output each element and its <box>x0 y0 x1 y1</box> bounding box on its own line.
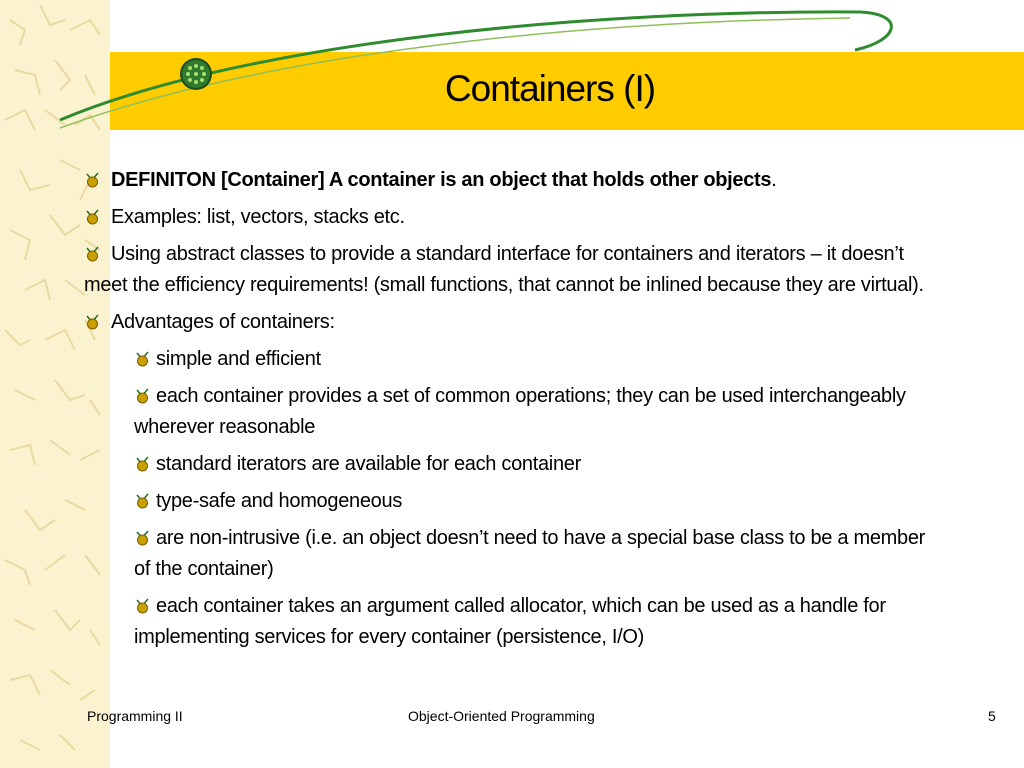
bee-bullet-icon <box>84 313 101 330</box>
sub-bullet-item <box>134 523 944 585</box>
footer-page-number: 5 <box>988 708 996 724</box>
slide-title: Containers (I) <box>444 68 656 109</box>
sub-bullet-text: simple and efficient <box>156 348 321 370</box>
bee-bullet-icon <box>134 492 151 509</box>
footer-course-name: Programming II <box>87 708 183 724</box>
bullet-text: Advantages of containers: <box>111 311 335 333</box>
sub-bullet-text: each container takes an argument called allocator, which can be used as a handle for implementing services for every container (persistence, I/O) <box>134 595 886 648</box>
bee-bullet-icon <box>134 455 151 472</box>
sub-bullet-text: are non-intrusive (i.e. an object doesn’t need to have a special base class to be a member of the container) <box>134 527 926 580</box>
bullet-item-definition <box>84 165 944 196</box>
sub-bullet-item <box>134 486 944 517</box>
bee-bullet-icon <box>84 245 101 262</box>
bee-bullet-icon <box>84 171 101 188</box>
sub-bullet-item <box>134 381 944 443</box>
bee-bullet-icon <box>134 597 151 614</box>
bee-bullet-icon <box>134 350 151 367</box>
sub-bullet-text: type-safe and homogeneous <box>156 490 403 512</box>
bee-bullet-icon <box>134 387 151 404</box>
sub-bullet-text: each container provides a set of common operations; they can be used interchangeably wherever reasonable <box>134 385 906 438</box>
definition-tail-text: . <box>771 169 777 191</box>
bullet-item-advantages <box>84 307 944 338</box>
footer-subject: Object-Oriented Programming <box>408 708 595 724</box>
definition-bold-text: DEFINITON [Container] A container is an object that holds other objects <box>111 169 772 191</box>
bullet-text: Using abstract classes to provide a standard interface for containers and iterators – it doesn’t meet the efficiency requirements! (small functions, that cannot be inlined because they are virtual). <box>84 243 924 296</box>
sub-bullet-item <box>134 344 944 375</box>
bee-bullet-icon <box>84 208 101 225</box>
sub-bullet-item <box>134 591 944 653</box>
sub-bullet-text: standard iterators are available for each container <box>156 453 581 475</box>
bullet-item-abstract-classes <box>84 239 944 301</box>
bullet-item-examples <box>84 202 944 233</box>
slide-content <box>84 165 944 659</box>
bee-bullet-icon <box>134 529 151 546</box>
sub-bullet-item <box>134 449 944 480</box>
bullet-text: Examples: list, vectors, stacks etc. <box>111 206 405 228</box>
